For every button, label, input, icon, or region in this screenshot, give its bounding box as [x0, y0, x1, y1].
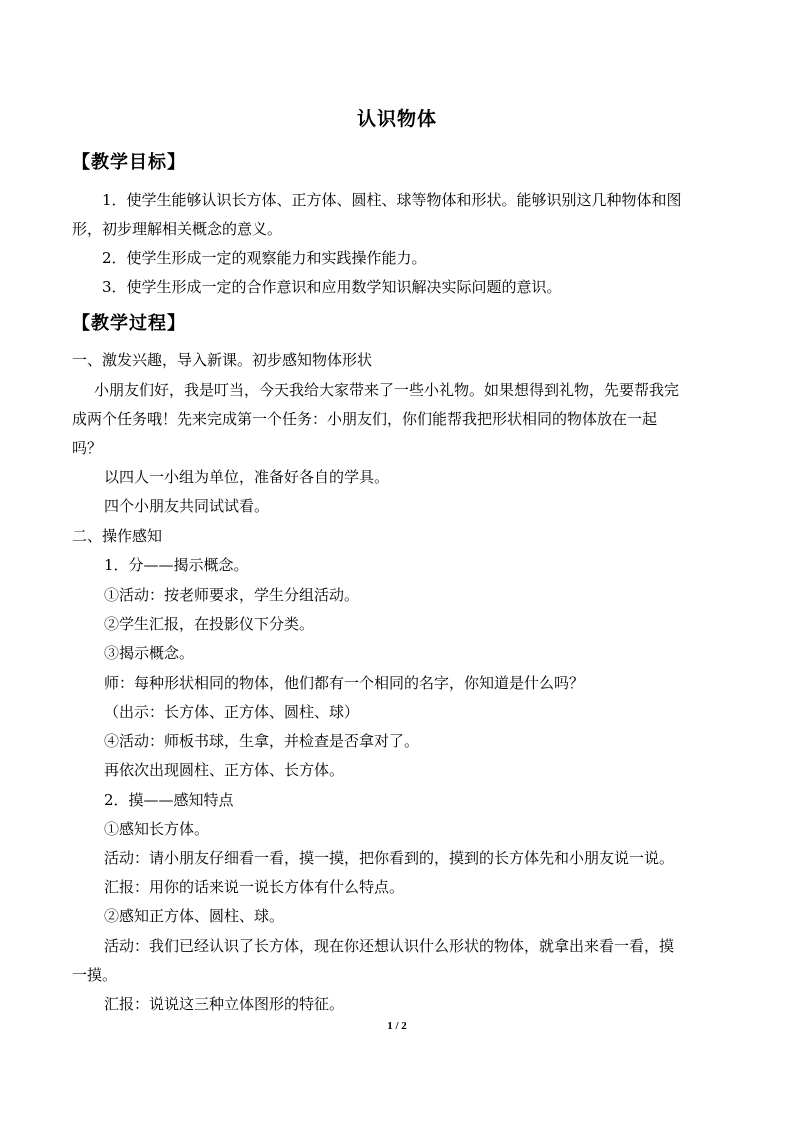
- objective-1-line-1: 1．使学生能够认识长方体、正方体、圆柱、球等物体和形状。能够识别这几种物体和图: [102, 191, 682, 209]
- step-1-item-g: 再依次出现圆柱、正方体、长方体。: [104, 761, 345, 779]
- objective-2: 2．使学生形成一定的观察能力和实践操作能力。: [102, 249, 427, 267]
- step-2-item-b: 活动：请小朋友仔细看一看，摸一摸，把你看到的，摸到的长方体先和小朋友说一说。: [104, 849, 675, 867]
- objective-3: 3．使学生形成一定的合作意识和应用数学知识解决实际问题的意识。: [102, 278, 562, 296]
- step-2-item-e-line-2: 一摸。: [72, 966, 118, 984]
- part-1-line-3: 四个小朋友共同试试看。: [104, 497, 270, 515]
- section-heading-process: 【教学过程】: [72, 313, 186, 334]
- part-1-paragraph-line-2: 成两个任务哦！先来完成第一个任务：小朋友们，你们能帮我把形状相同的物体放在一起: [72, 410, 658, 428]
- step-2-item-e-line-1: 活动：我们已经认识了长方体，现在你还想认识什么形状的物体，就拿出来看一看，摸: [104, 937, 675, 955]
- page-title: 认识物体: [356, 108, 437, 130]
- step-1-item-d: 师：每种形状相同的物体，他们都有一个相同的名字，你知道是什么吗？: [104, 674, 585, 692]
- step-1-title: 1．分——揭示概念。: [104, 556, 249, 574]
- step-2-item-d: ②感知正方体、圆柱、球。: [104, 907, 285, 925]
- part-2-title: 二、操作感知: [72, 527, 163, 545]
- step-2-title: 2．摸——感知特点: [104, 791, 234, 809]
- step-1-item-a: ①活动：按老师要求，学生分组活动。: [104, 586, 360, 604]
- step-2-item-c: 汇报：用你的话来说一说长方体有什么特点。: [104, 878, 405, 896]
- step-1-item-b: ②学生汇报，在投影仪下分类。: [104, 615, 315, 633]
- step-2-item-f: 汇报：说说这三种立体图形的特征。: [104, 995, 345, 1013]
- part-1-paragraph-line-1: 小朋友们好，我是叮当，今天我给大家带来了一些小礼物。如果想得到礼物，先要帮我完: [94, 381, 680, 399]
- part-1-line-2: 以四人一小组为单位，准备好各自的学具。: [104, 468, 390, 486]
- objective-1-line-2: 形，初步理解相关概念的意义。: [72, 220, 283, 238]
- part-1-paragraph-line-3: 吗？: [72, 439, 103, 457]
- page-number: 1 / 2: [387, 1020, 407, 1032]
- step-1-item-e: （出示：长方体、正方体、圆柱、球）: [104, 703, 360, 721]
- step-2-item-a: ①感知长方体。: [104, 820, 210, 838]
- step-1-item-c: ③揭示概念。: [104, 644, 195, 662]
- part-1-title: 一、激发兴趣，导入新课。初步感知物体形状: [72, 351, 373, 369]
- step-1-item-f: ④活动：师板书球，生拿，并检查是否拿对了。: [104, 732, 420, 750]
- section-heading-objectives: 【教学目标】: [72, 152, 186, 173]
